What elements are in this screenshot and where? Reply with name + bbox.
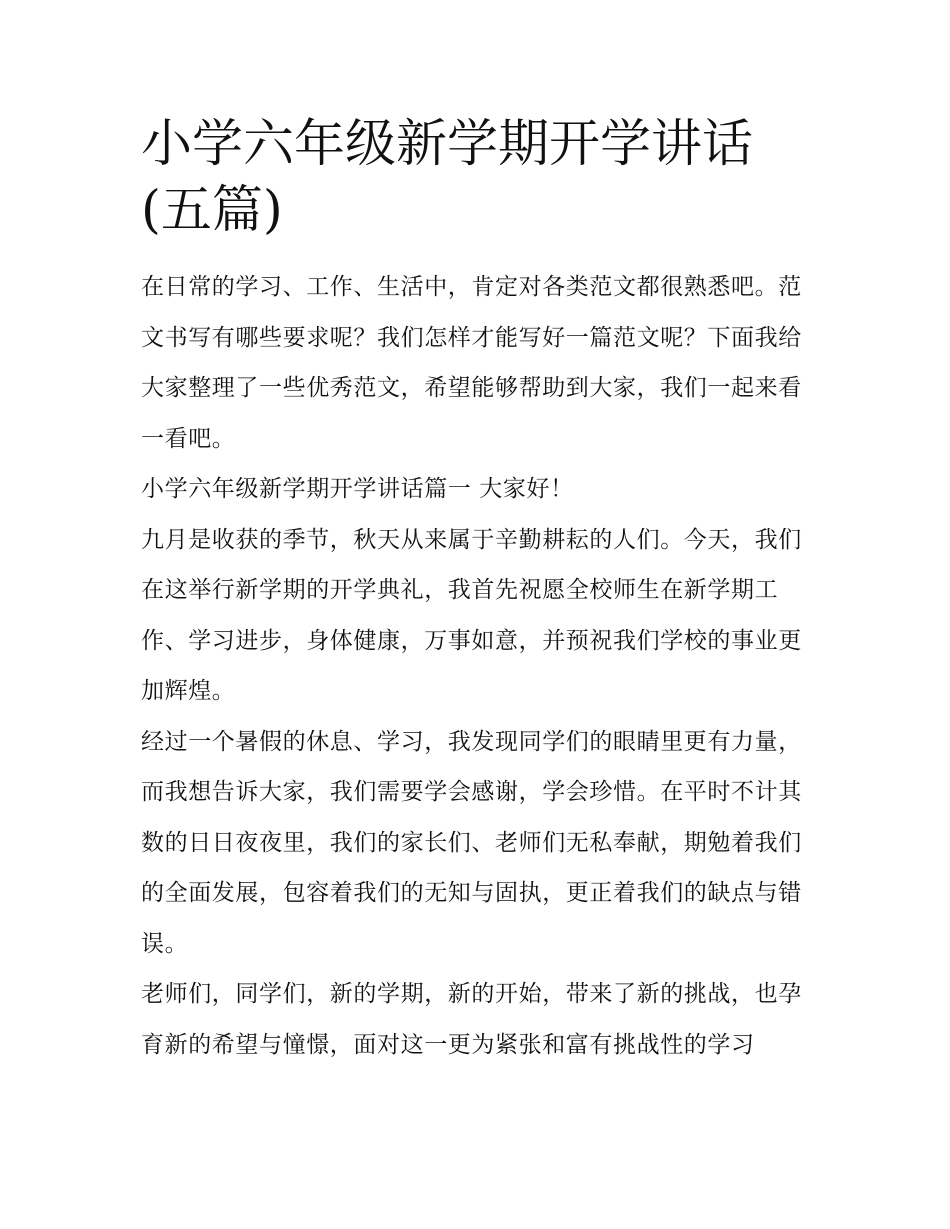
paragraph-section-heading: 小学六年级新学期开学讲话篇一 大家好！ (141, 476, 574, 502)
paragraph-new-term: 老师们，同学们，新的学期，新的开始，带来了新的挑战，也孕育新的希望与憧憬，面对这一更为紧张和富有挑战性的学习 (141, 981, 802, 1058)
paragraph-september: 九月是收获的季节，秋天从来属于辛勤耕耘的人们。今天，我们在这举行新学期的开学典礼，我首先祝愿全校师生在新学期工作、学习进步，身体健康，万事如意，并预祝我们学校的事业更加辉煌。 (141, 526, 802, 704)
document-title: 小学六年级新学期开学讲话(五篇) (141, 115, 754, 240)
document-page (141, 112, 813, 1070)
paragraph-summer: 经过一个暑假的休息、学习，我发现同学们的眼睛里更有力量，而我想告诉大家，我们需要学会感谢，学会珍惜。在平时不计其数的日日夜夜里，我们的家长们、老师们无私奉献，期勉着我们的全面发展，包容着我们的无知与固执，更正着我们的缺点与错误。 (141, 728, 802, 957)
paragraph-intro: 在日常的学习、工作、生活中，肯定对各类范文都很熟悉吧。范文书写有哪些要求呢？我们怎样才能写好一篇范文呢？下面我给大家整理了一些优秀范文，希望能够帮助到大家，我们一起来看一看吧。 (141, 274, 802, 452)
